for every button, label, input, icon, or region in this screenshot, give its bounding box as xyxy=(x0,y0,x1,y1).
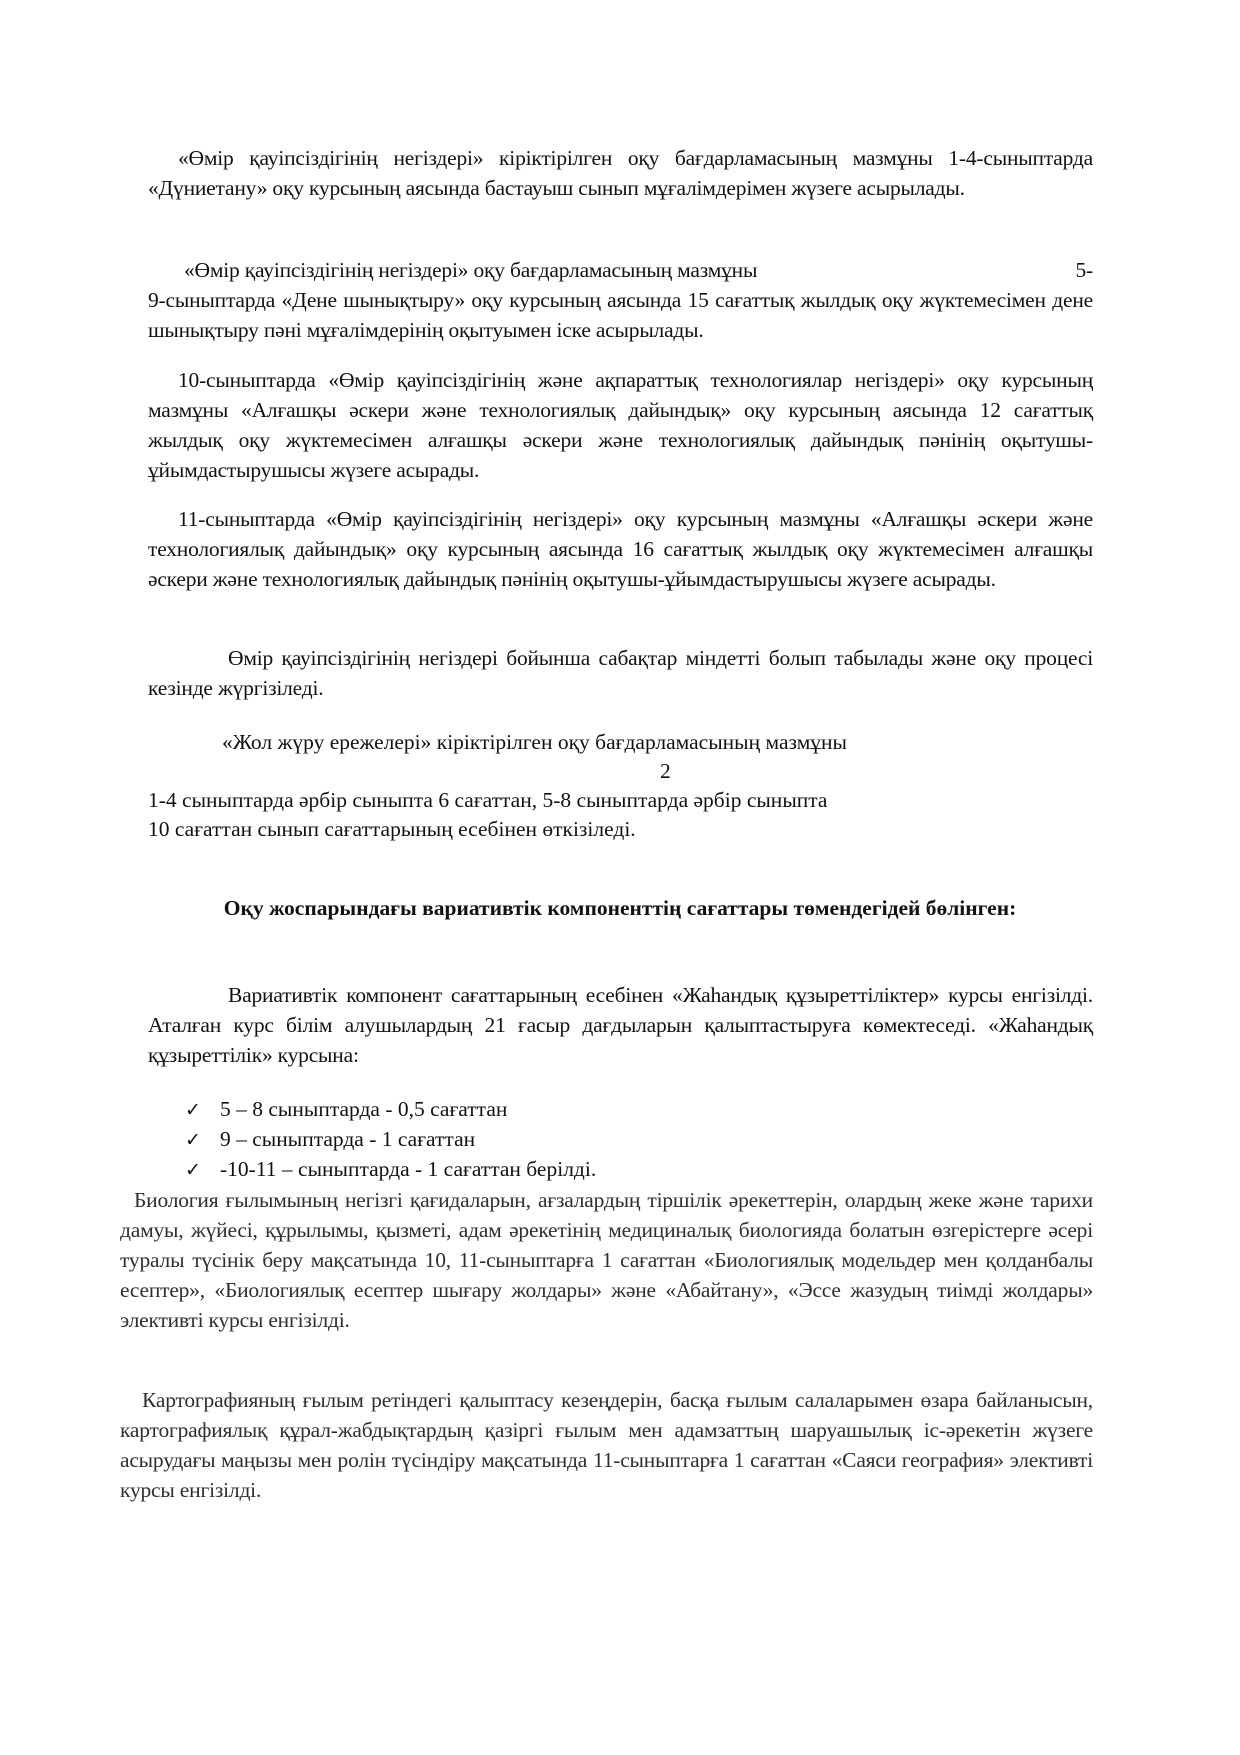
checkmark-icon: ✓ xyxy=(185,1099,201,1121)
paragraph-life-safety-grades-5-9 xyxy=(148,255,1093,345)
list-item xyxy=(185,1095,596,1125)
checklist xyxy=(185,1095,596,1185)
paragraph-line: 10 сағаттан сынып сағаттарының есебінен өткізіледі. xyxy=(148,817,636,841)
list-item xyxy=(185,1155,596,1185)
list-item-text: 9 – сыныптарда - 1 сағаттан xyxy=(220,1127,476,1151)
list-item-text: 5 – 8 сыныптарда - 0,5 сағаттан xyxy=(220,1097,508,1121)
paragraph-biology-electives: Биология ғылымының негізгі қағидаларын, ағзалардың тіршілік әрекеттерін, олардың жеке және тарихи дамуы, жүйесі, құрылымы, қызметі, адам әрекетінің медициналық биологияда болатын өзгерістерге әсері туралы түсінік беру мақсатында 10, 11-сыныптарға 1 сағаттан «Биологиялық модельдер мен қолданбалы есептер», «Биологиялық есептер шығару жолдары» және «Абайтану», «Эссе жазудың тиімді жолдары» элективті курсы енгізілді. xyxy=(120,1188,1093,1332)
list-item-text: -10-11 – сыныптарда - 1 сағаттан берілді. xyxy=(220,1157,597,1181)
checkmark-icon: ✓ xyxy=(185,1159,201,1181)
paragraph-line: 9-сыныптарда «Дене шынықтыру» оқу курсының аясында 15 сағаттық жылдық оқу жүктемесімен дене шынықтыру пәні мұғалімдерінің оқытуымен іске асырылады. xyxy=(148,288,1093,342)
paragraph-life-safety-mandatory: Өмір қауіпсіздігінің негіздері бойынша сабақтар міндетті болып табылады және оқу процесі кезінде жүргізіледі. xyxy=(148,646,1093,700)
checkmark-icon: ✓ xyxy=(185,1129,201,1151)
paragraph-line: «Өмір қауіпсіздігінің негіздері» оқу бағдарламасының мазмұны xyxy=(184,258,758,282)
paragraph-line: «Жол жүру ережелері» кіріктірілген оқу бағдарламасының мазмұны xyxy=(222,730,848,754)
section-heading: Оқу жоспарындағы вариативтік компоненттің сағаттары төмендегідей бөлінген: xyxy=(223,896,1017,920)
paragraph-life-safety-grades-1-4: «Өмір қауіпсіздігінің негіздері» кіріктірілген оқу бағдарламасының мазмұны 1-4-сыныптарда «Дүниетану» оқу курсының аясында бастауыш сынып мұғалімдерімен жүзеге асырылады. xyxy=(148,146,1093,200)
paragraph-life-safety-grade-11: 11-сыныптарда «Өмір қауіпсіздігінің негіздері» оқу курсының мазмұны «Алғашқы әскери және технологиялық дайындық» оқу курсының аясында 16 сағаттық жылдық оқу жүктемесімен алғашқы әскери және технологиялық дайындық пәнінің оқытушы-ұйымдастырушысы жүзеге асырады. xyxy=(148,507,1093,591)
list-item xyxy=(185,1125,596,1155)
paragraph-cartography-elective: Картографияның ғылым ретіндегі қалыптасу кезеңдерін, басқа ғылым салаларымен өзара байланысын, картографиялық құрал-жабдықтардың қазіргі ғылым мен адамзаттың шаруашылық іс-әрекетін жүзеге асырудағы маңызы мен ролін түсіндіру мақсатында 11-сыныптарға 1 сағаттан «Саяси география» элективті курсы енгізілді. xyxy=(120,1388,1093,1502)
paragraph-variative-intro: Вариативтік компонент сағаттарының есебінен «Жаһандық құзыреттіліктер» курсы енгізілді. Аталған курс білім алушылардың 21 ғасыр дағдыларын қалыптастыруға көмектеседі. «Жаһандық құзыреттілік» курсына: xyxy=(148,983,1093,1067)
paragraph-line: 2 xyxy=(660,759,671,783)
paragraph-line: 1-4 сыныптарда әрбір сыныпта 6 сағаттан, 5-8 сыныптарда әрбір сыныпта xyxy=(148,788,828,812)
paragraph-line-end: 5- xyxy=(1075,258,1093,282)
paragraph-life-safety-grade-10: 10-сыныптарда «Өмір қауіпсіздігінің және ақпараттық технологиялар негіздері» оқу курсының мазмұны «Алғашқы әскери және технологиялық дайындық» оқу курсының аясында 12 сағаттық жылдық оқу жүктемесімен алғашқы әскери және технологиялық дайындық пәнінің оқытушы-ұйымдастырушысы жүзеге асырады. xyxy=(148,368,1093,482)
